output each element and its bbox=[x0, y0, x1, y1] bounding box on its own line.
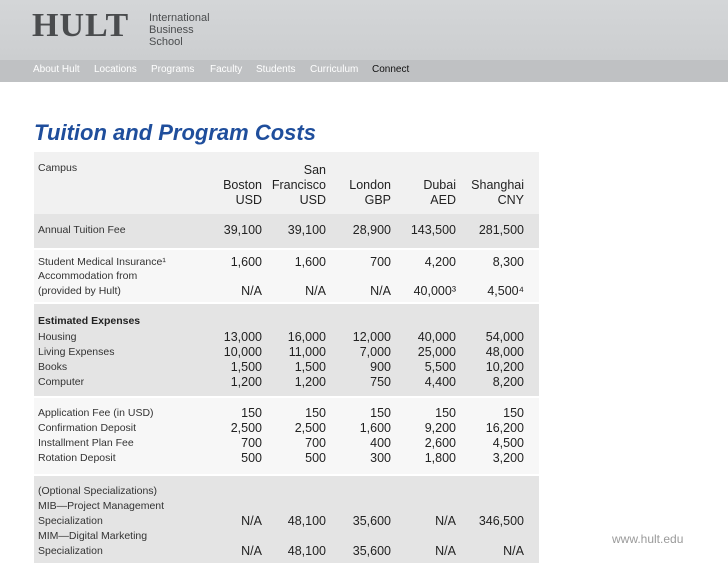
table-cell: 1,800 bbox=[424, 451, 456, 465]
table-cell: 4,500⁴ bbox=[487, 284, 524, 298]
row-label: Living Expenses bbox=[38, 346, 115, 358]
table-cell: N/A bbox=[435, 544, 456, 558]
currency: USD bbox=[235, 193, 262, 207]
row-label: Specialization bbox=[38, 515, 103, 527]
table-cell: 500 bbox=[305, 451, 326, 465]
row-label: Annual Tuition Fee bbox=[38, 224, 126, 236]
currency: USD bbox=[299, 193, 326, 207]
table-cell: 40,000 bbox=[417, 330, 456, 344]
table-cell: 700 bbox=[305, 436, 326, 450]
row-divider bbox=[34, 302, 539, 304]
table-cell: 11,000 bbox=[288, 345, 326, 359]
table-cell: 35,600 bbox=[352, 514, 391, 528]
row-divider bbox=[34, 396, 539, 398]
row-label: Housing bbox=[38, 331, 77, 343]
table-cell: 4,200 bbox=[424, 255, 456, 269]
nav-locations[interactable]: Locations bbox=[94, 64, 137, 75]
logo-line: Business bbox=[149, 24, 194, 36]
table-cell: 400 bbox=[370, 436, 391, 450]
table-cell: 150 bbox=[370, 406, 391, 420]
table-cell: 8,200 bbox=[492, 375, 524, 389]
table-cell: 2,600 bbox=[424, 436, 456, 450]
table-cell: 150 bbox=[503, 406, 524, 420]
table-cell: 8,300 bbox=[492, 255, 524, 269]
table-cell: 7,000 bbox=[359, 345, 391, 359]
table-cell: 1,200 bbox=[230, 375, 262, 389]
table-cell: 10,200 bbox=[485, 360, 524, 374]
row-divider bbox=[34, 248, 539, 250]
table-cell: 1,600 bbox=[230, 255, 262, 269]
table-cell: N/A bbox=[435, 514, 456, 528]
row-label: Installment Plan Fee bbox=[38, 437, 134, 449]
row-label: MIB—Project Management bbox=[38, 500, 165, 512]
table-cell: 143,500 bbox=[410, 223, 456, 237]
currency: GBP bbox=[364, 193, 391, 207]
table-cell: 48,100 bbox=[287, 544, 326, 558]
currency: CNY bbox=[497, 193, 524, 207]
table-cell: 16,200 bbox=[485, 421, 524, 435]
table-cell: 150 bbox=[241, 406, 262, 420]
table-cell: N/A bbox=[503, 544, 524, 558]
table-cell: 16,000 bbox=[287, 330, 326, 344]
table-cell: 300 bbox=[370, 451, 391, 465]
table-cell: 1,500 bbox=[294, 360, 326, 374]
table-cell: 750 bbox=[370, 375, 391, 389]
table-cell: 150 bbox=[305, 406, 326, 420]
nav-programs[interactable]: Programs bbox=[151, 64, 195, 75]
table-cell: 3,200 bbox=[492, 451, 524, 465]
table-cell: 39,100 bbox=[223, 223, 262, 237]
city-name: Boston bbox=[223, 178, 262, 192]
costs-table bbox=[34, 152, 539, 563]
logo-line: International bbox=[149, 12, 210, 24]
nav-connect[interactable]: Connect bbox=[372, 64, 410, 75]
campus-label: Campus bbox=[38, 162, 78, 174]
table-cell: 500 bbox=[241, 451, 262, 465]
city-name: Francisco bbox=[271, 178, 326, 192]
table-cell: N/A bbox=[241, 544, 262, 558]
row-label: Specialization bbox=[38, 545, 103, 557]
row-label: Application Fee (in USD) bbox=[38, 407, 154, 419]
table-cell: 281,500 bbox=[478, 223, 524, 237]
table-cell: N/A bbox=[241, 514, 262, 528]
table-cell: 40,000³ bbox=[413, 284, 456, 298]
table-cell: 346,500 bbox=[478, 514, 524, 528]
city-name: San bbox=[303, 163, 326, 177]
table-cell: 900 bbox=[370, 360, 391, 374]
section-heading: (Optional Specializations) bbox=[38, 485, 158, 497]
row-label: Accommodation from bbox=[38, 270, 138, 282]
logo-subtitle bbox=[149, 12, 210, 48]
row-label: Books bbox=[38, 361, 68, 373]
table-cell: 9,200 bbox=[424, 421, 456, 435]
table-cell: 4,400 bbox=[424, 375, 456, 389]
table-cell: 2,500 bbox=[230, 421, 262, 435]
table-cell: 2,500 bbox=[294, 421, 326, 435]
hult-logo[interactable]: HULT bbox=[32, 7, 130, 44]
table-cell: 12,000 bbox=[352, 330, 391, 344]
table-cell: N/A bbox=[305, 284, 326, 298]
row-label: (provided by Hult) bbox=[38, 285, 121, 297]
row-label: Computer bbox=[38, 376, 85, 388]
nav-faculty[interactable]: Faculty bbox=[210, 64, 243, 75]
table-cell: 28,900 bbox=[352, 223, 391, 237]
table-cell: 5,500 bbox=[424, 360, 456, 374]
nav-curriculum[interactable]: Curriculum bbox=[310, 64, 359, 75]
nav-students[interactable]: Students bbox=[256, 64, 296, 75]
table-cell: N/A bbox=[370, 284, 391, 298]
table-cell: 48,000 bbox=[485, 345, 524, 359]
table-cell: 700 bbox=[370, 255, 391, 269]
table-cell: 35,600 bbox=[352, 544, 391, 558]
row-label: Rotation Deposit bbox=[38, 452, 116, 464]
table-cell: 13,000 bbox=[223, 330, 262, 344]
table-cell: 1,600 bbox=[294, 255, 326, 269]
table-cell: 39,100 bbox=[287, 223, 326, 237]
table-cell: 54,000 bbox=[485, 330, 524, 344]
table-cell: 700 bbox=[241, 436, 262, 450]
footer-url[interactable]: www.hult.edu bbox=[612, 532, 684, 546]
site-header bbox=[0, 0, 728, 82]
row-divider bbox=[34, 474, 539, 476]
col-shanghai bbox=[434, 178, 524, 208]
table-cell: 1,200 bbox=[294, 375, 326, 389]
table-cell: 25,000 bbox=[417, 345, 456, 359]
city-name: London bbox=[349, 178, 391, 192]
table-cell: 1,600 bbox=[359, 421, 391, 435]
row-label: Student Medical Insurance¹ bbox=[38, 256, 166, 268]
city-name: Shanghai bbox=[471, 178, 524, 192]
nav-about-hult[interactable]: About Hult bbox=[33, 64, 80, 75]
table-cell: 150 bbox=[435, 406, 456, 420]
logo-line: School bbox=[149, 36, 183, 48]
page-title: Tuition and Program Costs bbox=[34, 120, 316, 145]
table-cell: 48,100 bbox=[287, 514, 326, 528]
nav-bar bbox=[0, 60, 728, 82]
table-cell: 4,500 bbox=[492, 436, 524, 450]
currency: AED bbox=[430, 193, 456, 207]
table-cell: N/A bbox=[241, 284, 262, 298]
row-label: Confirmation Deposit bbox=[38, 422, 137, 434]
section-heading: Estimated Expenses bbox=[38, 315, 141, 327]
table-cell: 10,000 bbox=[223, 345, 262, 359]
table-cell: 1,500 bbox=[230, 360, 262, 374]
row-label: MIM—Digital Marketing bbox=[38, 530, 148, 542]
city-name: Dubai bbox=[423, 178, 456, 192]
